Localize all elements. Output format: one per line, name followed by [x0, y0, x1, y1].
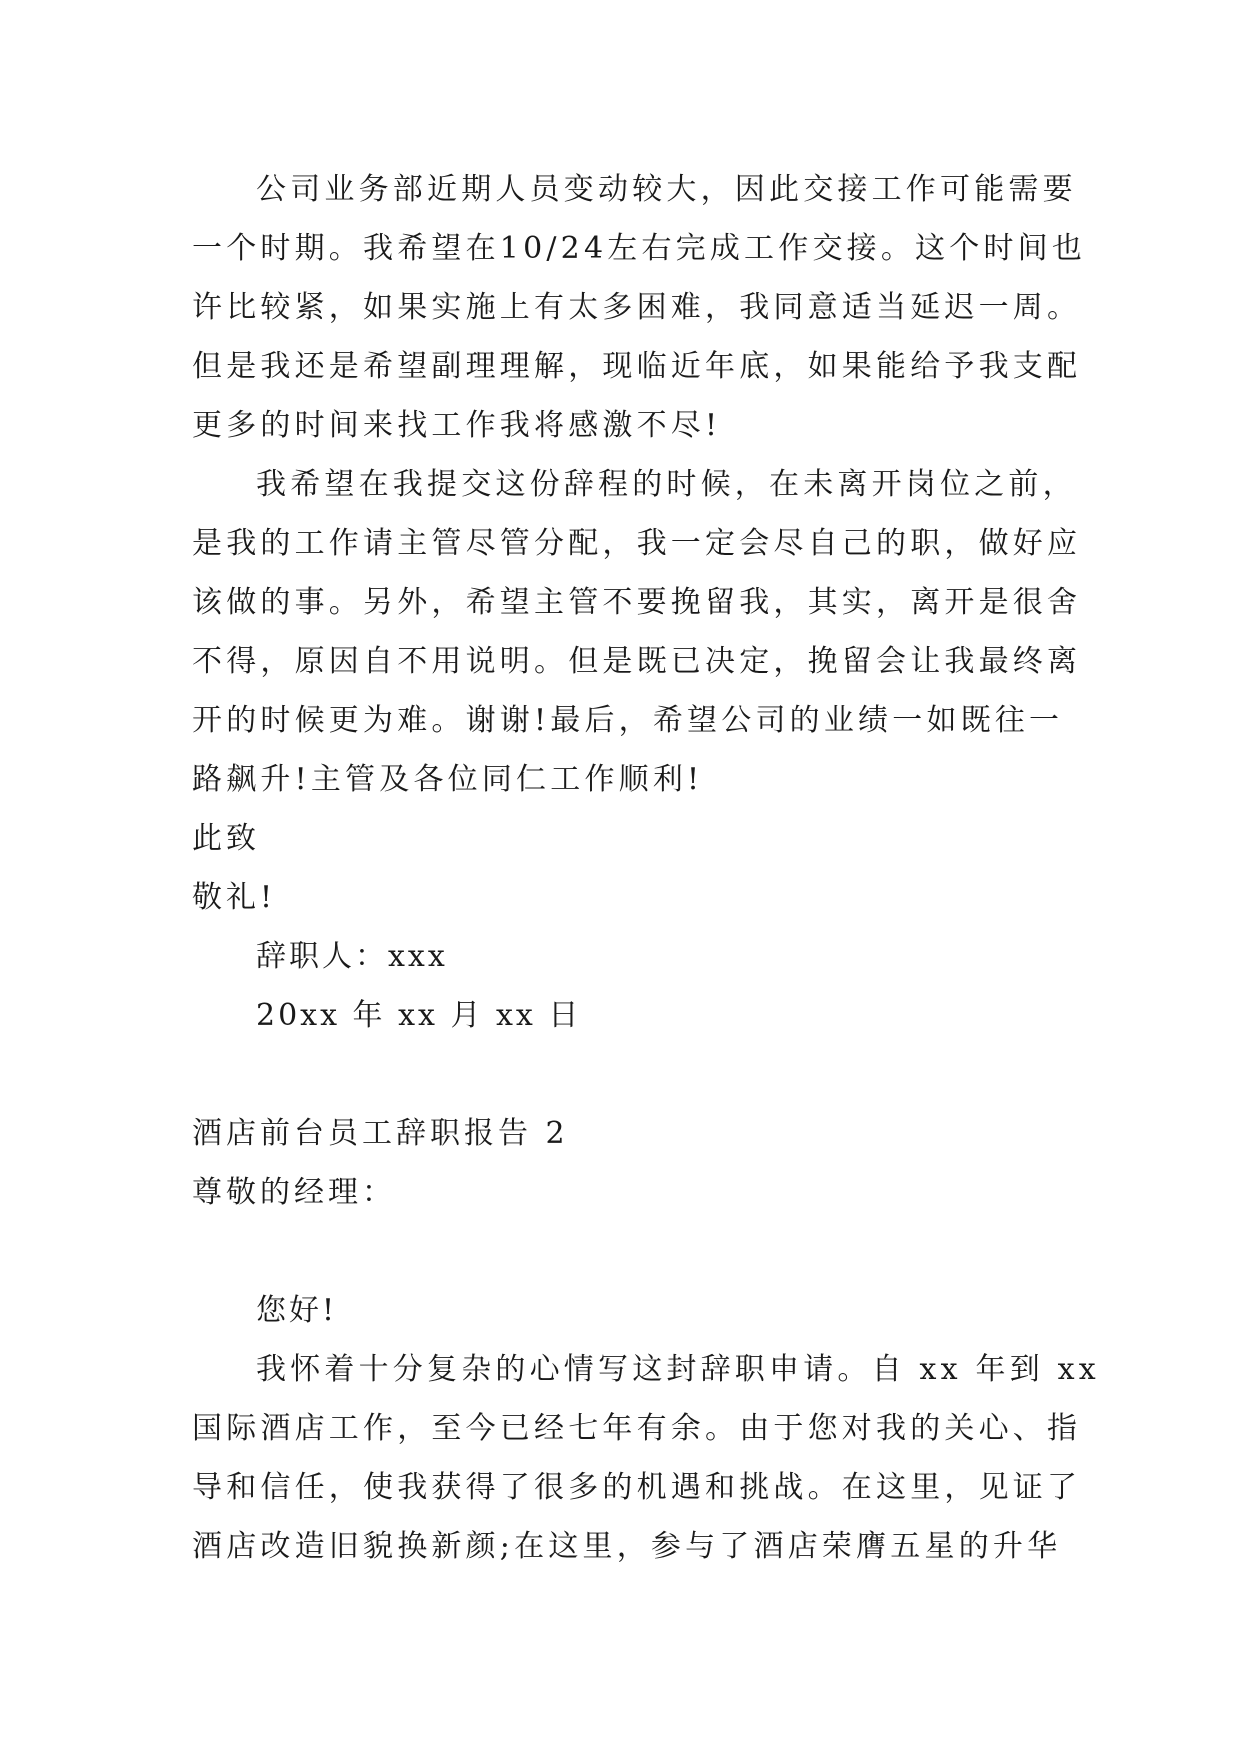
- text-line: 该做的事。另外，希望主管不要挽留我，其实，离开是很舍: [192, 585, 1082, 620]
- text-line: 公司业务部近期人员变动较大，因此交接工作可能需要: [256, 172, 1077, 207]
- text-line: 不得，原因自不用说明。但是既已决定，挽留会让我最终离: [192, 644, 1082, 679]
- signature-date: 20xx 年 xx 月 xx 日: [256, 998, 582, 1033]
- salutation: 尊敬的经理：: [192, 1175, 396, 1210]
- text-line: 路飙升!主管及各位同仁工作顺利!: [192, 762, 704, 797]
- text-line: 但是我还是希望副理理解，现临近年底，如果能给予我支配: [192, 349, 1082, 384]
- spacer: [192, 1045, 1062, 1104]
- document-page: [192, 160, 1100, 1576]
- letter1-paragraph-1: [192, 160, 1087, 455]
- text-line: 导和信任，使我获得了很多的机遇和挑战。在这里，见证了: [192, 1470, 1082, 1505]
- text-line: 更多的时间来找工作我将感激不尽!: [192, 408, 722, 443]
- closing-salute: 敬礼!: [192, 880, 277, 915]
- text-line: 酒店改造旧貌换新颜;在这里，参与了酒店荣膺五星的升华: [192, 1529, 1062, 1564]
- text-line: 开的时候更为难。谢谢!最后，希望公司的业绩一如既往一: [192, 703, 1064, 738]
- greeting: 您好!: [256, 1293, 338, 1328]
- letter1-paragraph-2: [192, 455, 1082, 809]
- text-line: 一个时期。我希望在10/24左右完成工作交接。这个时间也: [192, 231, 1087, 266]
- signer-name: 辞职人：xxx: [256, 939, 448, 974]
- text-line: 国际酒店工作，至今已经七年有余。由于您对我的关心、指: [192, 1411, 1082, 1446]
- section-title: 酒店前台员工辞职报告 2: [192, 1116, 569, 1151]
- closing-phrase: 此致: [192, 821, 260, 856]
- text-line: 我怀着十分复杂的心情写这封辞职申请。自 xx 年到 xx: [256, 1352, 1100, 1387]
- spacer: [192, 1222, 1062, 1281]
- text-line: 是我的工作请主管尽管分配，我一定会尽自己的职，做好应: [192, 526, 1082, 561]
- letter2-paragraph-1: [192, 1340, 1100, 1576]
- text-line: 我希望在我提交这份辞程的时候，在未离开岗位之前，: [256, 467, 1077, 502]
- text-line: 许比较紧，如果实施上有太多困难，我同意适当延迟一周。: [192, 290, 1082, 325]
